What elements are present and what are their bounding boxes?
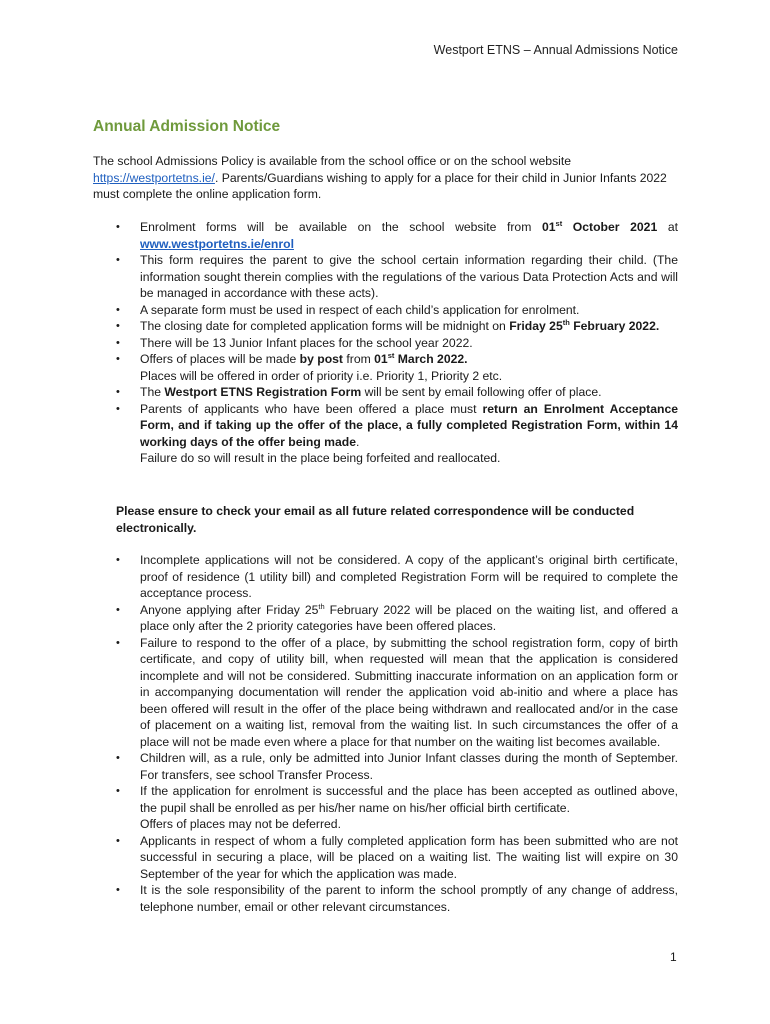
list-item — [116, 602, 678, 635]
running-header: Westport ETNS – Annual Admissions Notice — [433, 43, 678, 57]
list-item — [116, 318, 678, 335]
list-item — [116, 401, 678, 467]
date-text: Friday 25 — [509, 319, 563, 333]
bullet-text: The closing date for completed application forms will be midnight on — [140, 319, 510, 333]
bullet-text: This form requires the parent to give the school certain information regarding their child. (The information sought therein complies with the regulations of the various Data Protection Acts and will be managed in accordance with these acts). — [140, 253, 678, 300]
bullet-text: Children will, as a rule, only be admitted into Junior Infant classes during the month of September. For transfers, see school Transfer Process. — [140, 751, 678, 782]
list-item — [116, 635, 678, 751]
ordinal-suffix: st — [387, 350, 395, 360]
bullet-text: There will be 13 Junior Infant places for the school year 2022. — [140, 335, 473, 350]
bullet-text: Offers of places will be made — [140, 352, 300, 366]
bullet-text: will be sent by email following offer of place. — [361, 385, 602, 399]
bullet-icon: • — [116, 785, 120, 797]
bold-text — [374, 352, 467, 366]
bullet-icon: • — [116, 603, 120, 616]
bullet-text: Enrolment forms will be available on the school website from — [140, 220, 542, 234]
bullet-icon: • — [116, 353, 120, 365]
bullet-icon: • — [116, 636, 120, 649]
bullet-icon: • — [116, 834, 120, 847]
intro-text-2: . Parents/Guardians wishing to apply for a place for their child in Junior Infants 2022 must complete the online application form. — [93, 170, 667, 201]
list-item — [116, 252, 678, 302]
page-title: Annual Admission Notice — [93, 118, 281, 135]
list-item — [116, 783, 678, 833]
list-item — [116, 302, 678, 319]
date-text: 01 — [374, 352, 388, 366]
ordinal-suffix: th — [318, 601, 325, 611]
bullet-text: Incomplete applications will not be considered. A copy of the applicant’s original birth certificate, proof of residence (1 utility bill) and completed Registration Form will be required to complete the acceptance process. — [140, 553, 678, 600]
list-item — [116, 833, 678, 883]
bullet-icon: • — [116, 884, 120, 896]
school-website-link[interactable]: https://westportetns.ie/ — [93, 170, 215, 185]
intro-text-1: The school Admissions Policy is available from the school office or on the school website — [93, 154, 572, 168]
bullet-text: A separate form must be used in respect of each child’s application for enrolment. — [140, 302, 580, 317]
email-notice: Please ensure to check your email as all future related correspondence will be conducted electronically. — [116, 504, 635, 535]
bullet-text: Applicants in respect of whom a fully completed application form has been submitted who are not successful in securing a place, will be placed on a waiting list. The waiting list will expire on 30 September of the year for which the application was made. — [140, 833, 678, 881]
conditions-bullet-list — [116, 552, 678, 915]
list-item — [116, 882, 678, 915]
intro-paragraph — [93, 153, 678, 203]
bullet-icon: • — [116, 554, 120, 566]
bullet-text: Parents of applicants who have been offered a place must — [140, 401, 483, 416]
bullet-text: Failure to respond to the offer of a place, by submitting the school registration form, copy of birth certificate, and copy of utility bill, when requested will mean that the application is considered incomplete and will not be considered. Submitting inaccurate information on an application form or in accompanying documentation will render the application void ab-initio and where a place has been offered will result in the offer of the place being withdrawn and reallocated and/or in the case of placement on a waiting list, removal from the waiting list. In such circumstances the offer of a place will not be made even where a place for that number on the waiting list becomes available. — [140, 635, 678, 749]
bullet-text: . — [356, 434, 360, 449]
enrol-link[interactable]: www.westportetns.ie/enrol — [140, 236, 294, 251]
ordinal-suffix: th — [562, 317, 570, 327]
bullet-text: If the application for enrolment is successful and the place has been accepted as outlined above, the pupil shall be enrolled as per his/her name on his/her official birth certificate. — [140, 784, 678, 815]
list-item — [116, 552, 678, 602]
bold-text: return an Enrolment Acceptance Form, and if taking up the offer of the place, a fully completed Registration Form, within 14 working days of the offer being made — [140, 401, 678, 449]
bullet-text: The — [140, 385, 165, 399]
bold-text: Westport ETNS Registration Form — [164, 385, 362, 399]
bullet-icon: • — [116, 221, 120, 233]
bold-text — [509, 319, 659, 333]
date-text: October 2021 — [562, 220, 658, 234]
list-item — [116, 384, 678, 401]
bullet-text: from — [342, 352, 375, 366]
page-number: 1 — [670, 950, 677, 964]
list-item — [116, 335, 678, 352]
date-text: March 2022. — [394, 352, 468, 366]
list-item — [116, 219, 678, 252]
bullet-icon: • — [116, 336, 120, 349]
bullet-text: February 2022 will be placed on the waiting list, and offered a place only after the 2 priority categories have been offered places. — [140, 602, 678, 633]
list-item — [116, 351, 678, 384]
date-text: 01 — [541, 220, 556, 234]
bullet-text: Failure do so will result in the place being forfeited and reallocated. — [140, 451, 501, 465]
bold-text — [542, 220, 657, 234]
bullet-text: at — [657, 220, 678, 234]
bullet-icon: • — [116, 752, 120, 764]
bullet-icon: • — [116, 303, 120, 316]
bullet-icon: • — [116, 402, 120, 415]
bullet-text: It is the sole responsibility of the parent to inform the school promptly of any change of address, telephone number, email or other relevant circumstances. — [140, 883, 678, 914]
ordinal-suffix: st — [555, 218, 563, 228]
date-text: February 2022. — [569, 319, 660, 333]
bullet-icon: • — [116, 320, 120, 332]
bullet-text: Anyone applying after Friday 25 — [140, 602, 319, 617]
bullet-text: Offers of places may not be deferred. — [140, 817, 341, 831]
list-item — [116, 750, 678, 783]
bold-text: by post — [299, 352, 343, 366]
bullet-icon: • — [116, 386, 120, 398]
bullet-text: Places will be offered in order of priority i.e. Priority 1, Priority 2 etc. — [140, 368, 503, 383]
bullet-icon: • — [116, 254, 120, 266]
enrolment-bullet-list — [116, 219, 678, 467]
